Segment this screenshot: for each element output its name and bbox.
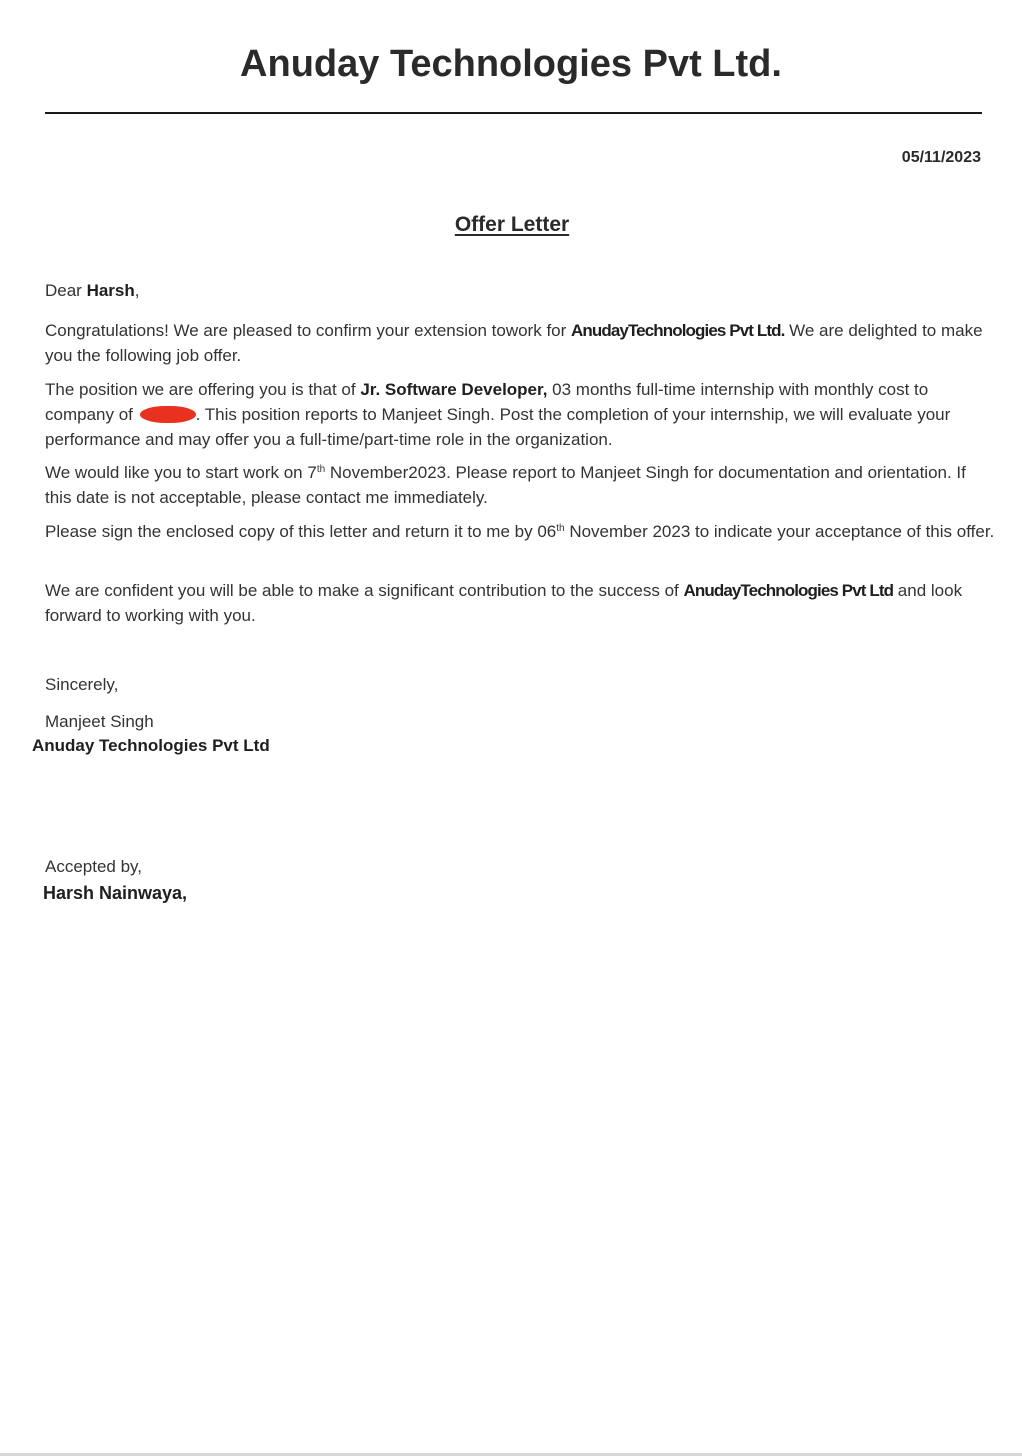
- paragraph-confidence: [45, 578, 995, 628]
- paragraph-congratulations: [45, 318, 995, 368]
- paragraph1-company: AnudayTechnologies Pvt Ltd.: [571, 321, 785, 340]
- paragraph5-text-b: and look forward to working with you.: [45, 581, 963, 625]
- paragraph4-text-a: Please sign the enclosed copy of this letter and return it to me by 06: [45, 522, 557, 541]
- salutation: [45, 278, 995, 303]
- letter-title-text: Offer Letter: [454, 213, 570, 236]
- recipient-name: Harsh: [86, 281, 135, 300]
- paragraph4-text-b: November 2023 to indicate your acceptance of this offer.: [564, 522, 995, 541]
- accepted-by-name: Harsh Nainwaya,: [43, 883, 188, 903]
- paragraph3-sup: th: [316, 464, 326, 475]
- paragraph2-text-b: 03 months full-time internship with monthly cost to company of: [45, 380, 929, 424]
- redaction-mark: [140, 406, 196, 423]
- paragraph1-text-b: We are delighted to make you the following job offer.: [45, 321, 983, 365]
- signatory-name: Manjeet Singh: [45, 712, 154, 731]
- paragraph4-sup: th: [556, 523, 565, 534]
- paragraph-sign-return: [45, 519, 995, 544]
- paragraph2-role: Jr. Software Developer,: [360, 380, 548, 399]
- company-heading: Anuday Technologies Pvt Ltd.: [240, 43, 782, 85]
- paragraph-position: [45, 377, 995, 452]
- letter-title: [0, 213, 1022, 237]
- paragraph1-text-a: Congratulations! We are pleased to confirm your extension towork for: [45, 321, 572, 340]
- closing: Sincerely,: [45, 675, 119, 694]
- paragraph3-text-b: November2023. Please report to Manjeet Singh for documentation and orientation. If this date is not acceptable, please contact me immediately.: [45, 463, 966, 507]
- salutation-prefix: Dear: [45, 281, 87, 300]
- header-divider: [45, 112, 982, 114]
- signatory-company: Anuday Technologies Pvt Ltd: [32, 736, 270, 755]
- salutation-suffix: ,: [134, 281, 140, 300]
- paragraph5-company: AnudayTechnologies Pvt Ltd: [683, 581, 894, 600]
- paragraph-start-date: [45, 460, 995, 510]
- accepted-by-label: Accepted by,: [45, 857, 143, 876]
- paragraph2-text-a: The position we are offering you is that of: [45, 380, 361, 399]
- letter-date: 05/11/2023: [901, 149, 981, 166]
- paragraph3-text-a: We would like you to start work on 7: [45, 463, 317, 482]
- paragraph2-text-c: . This position reports to Manjeet Singh. Post the completion of your internship, we will evaluate your performance and may offer you a full-time/part-time role in the organization.: [45, 405, 951, 449]
- paragraph5-text-a: We are confident you will be able to make a significant contribution to the success of: [45, 581, 684, 600]
